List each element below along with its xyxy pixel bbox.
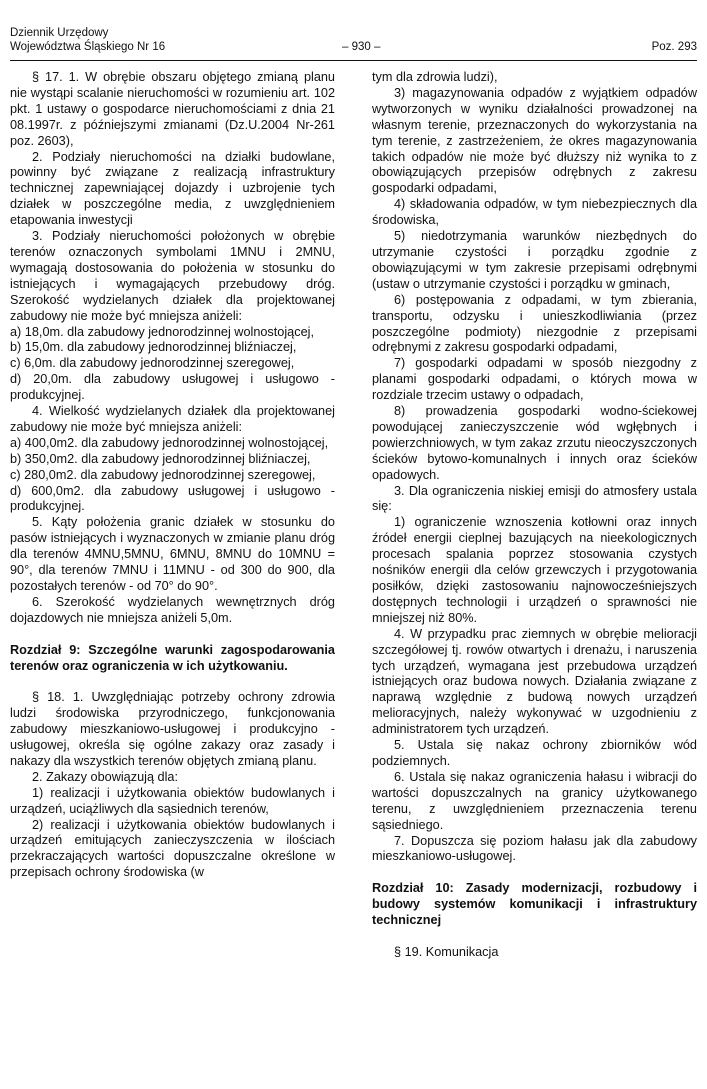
spacer: [10, 674, 335, 690]
paragraph: 3. Dla ograniczenia niskiej emisji do atmosfery ustala się:: [372, 483, 697, 514]
spacer: [10, 627, 335, 643]
header-divider: [10, 60, 697, 61]
list-item: b) 15,0m. dla zabudowy jednorodzinnej bliźniaczej,: [10, 340, 297, 355]
spacer: [372, 865, 697, 881]
spacer: [372, 929, 697, 945]
paragraph: 1) ograniczenie wznoszenia kotłowni oraz innych źródeł energii cieplnej bazujących na nieekologicznych procesach spalania poprzez stosowania czystych nośników energii dla celów grzewczych i przygotowania posiłków, dzięki zastosowaniu najnowocześniejszych dostępnych technologii i urządzeń o sprawności nie mniejszej niż 80%.: [372, 515, 697, 625]
paragraph: 4. W przypadku prac ziemnych w obrębie melioracji szczegółowej tj. rowów otwartych i drenażu, i naruszenia tych urządzeń, wymagana jest przebudowa urządzeń istniejących oraz budowa nowych. Działania związane z naprawą względnie z budową nowych urządzeń melioracyjnych, należy wykonywać w uzgodnieniu z administratorem tych urządzeń.: [372, 626, 697, 737]
list-item: a) 18,0m. dla zabudowy jednorodzinnej wolnostojącej,: [10, 324, 314, 339]
list-item: c) 6,0m. dla zabudowy jednorodzinnej szeregowej,: [10, 356, 295, 371]
paragraph: 2) realizacji i użytkowania obiektów budowlanych i urządzeń emitujących zanieczyszczenia w ilościach przekraczających wartości dopuszczalne określone w przepisach ochrony środowiska (w: [10, 817, 335, 880]
chapter-heading: Rozdział 10: Zasady modernizacji, rozbudowy i budowy systemów komunikacji i infrastruktury technicznej: [372, 881, 697, 928]
paragraph: 5. Ustala się nakaz ochrony zbiorników wód podziemnych.: [372, 738, 697, 768]
paragraph-continuation: tym dla zdrowia ludzi),: [372, 70, 498, 84]
paragraph: 6. Ustala się nakaz ograniczenia hałasu i wibracji do wartości dopuszczalnych na granicy użytkowanego terenu, z uwzględnieniem przeznaczenia terenu sąsiedniego.: [372, 769, 697, 832]
paragraph: 1) realizacji i użytkowania obiektów budowlanych i urządzeń, uciążliwych dla sąsiednich terenów,: [10, 785, 335, 816]
journal-issue: Województwa Śląskiego Nr 16: [10, 41, 166, 53]
right-column: [372, 70, 697, 961]
paragraph: § 17. 1. W obrębie obszaru objętego zmianą planu nie wystąpi scalanie nieruchomości w rozumieniu art. 102 pkt. 1 ustawy o gospodarce nieruchomościami z dnia 21 08.1997r. z późniejszymi zmianami (Dz.U.2004 Nr-261 poz. 2603),: [10, 70, 335, 148]
paragraph: § 19. Komunikacja: [394, 944, 499, 959]
journal-name: Dziennik Urzędowy: [10, 27, 109, 39]
list-item: b) 350,0m2. dla zabudowy jednorodzinnej bliźniaczej,: [10, 451, 311, 466]
paragraph: 7. Dopuszcza się poziom hałasu jak dla zabudowy mieszkaniowo-usługowej.: [372, 833, 697, 864]
paragraph: 2. Podziały nieruchomości na działki budowlane, powinny być związane z realizacją infrastruktury technicznej zapewniającej dojazdy i uzbrojenie tych działek w poszczególne media, z uwzględnieniem etapowania inwestycji: [10, 149, 335, 228]
journal-title: [10, 26, 165, 54]
paragraph: 4. Wielkość wydzielanych działek dla projektowanej zabudowy nie może być mniejsza aniżeli:: [10, 404, 335, 434]
chapter-heading: Rozdział 9: Szczególne warunki zagospodarowania terenów oraz ograniczenia w ich użytkowaniu.: [10, 642, 335, 673]
paragraph: 8) prowadzenia gospodarki wodno-ściekowej powodującej zanieczyszczenie wód wgłębnych i powierzchniowych, w tym zakaz zrzutu nieoczyszczonych ścieków bytowo-komunalnych i innych oraz ścieków opadowych.: [372, 404, 697, 482]
paragraph: § 18. 1. Uwzględniając potrzeby ochrony zdrowia ludzi środowiska przyrodniczego, funkcjonowania zabudowy mieszkaniowo-usługowej i produkcyjno - usługowej, określa się ogólne zakazy oraz zasady i nakazy dla wszystkich terenów objętych zmianą planu.: [10, 690, 335, 768]
paragraph: 5) niedotrzymania warunków niezbędnych do utrzymanie czystości i porządku zgodnie z obowiązującymi w tym zakresie przepisami odrębnymi (ustaw o utrzymanie czystości i porządku w gminach,: [372, 229, 697, 291]
paragraph: 7) gospodarki odpadami w sposób niezgodny z planami gospodarki odpadami, o których mowa w rozdziale trzecim ustawy o odpadach,: [372, 356, 697, 403]
paragraph: 6) postępowania z odpadami, w tym zbierania, transportu, odzysku i unieszkodliwiania (przez poszczególne podmioty) niezgodnie z przepisami odrębnymi z zakresu gospodarki odpadami,: [372, 292, 697, 355]
left-column: [10, 70, 335, 881]
paragraph: 4) składowania odpadów, w tym niebezpiecznych dla środowiska,: [372, 197, 697, 228]
list-item: d) 20,0m. dla zabudowy usługowej i usługowo - produkcyjnej.: [10, 372, 335, 403]
list-item: d) 600,0m2. dla zabudowy usługowej i usługowo - produkcyjnej.: [10, 483, 335, 514]
paragraph: 3. Podziały nieruchomości położonych w obrębie terenów oznaczonych symbolami 1MNU i 2MNU, wymagają dostosowania do położenia w stosunku do istniejących i wymagających przebudowy dróg. Szerokość wydzielanych działek dla projektowanej zabudowy nie może być mniejsza aniżeli:: [10, 229, 335, 323]
position-number: Poz. 293: [651, 41, 697, 53]
list-item: a) 400,0m2. dla zabudowy jednorodzinnej wolnostojącej,: [10, 435, 329, 450]
paragraph: 2. Zakazy obowiązują dla:: [32, 769, 178, 784]
list-item: c) 280,0m2. dla zabudowy jednorodzinnej szeregowej,: [10, 467, 316, 482]
paragraph: 3) magazynowania odpadów z wyjątkiem odpadów wytworzonych w wyniku działalności prowadzonej na własnym terenie, przeznaczonych do wykorzystania na tym terenie, z zastrzeżeniem, że okres magazynowania takich odpadów nie może być dłuższy niż wynika to z obowiązujących przepisów odrębnych z zakresu gospodarki odpadami,: [372, 85, 697, 196]
page-number: – 930 –: [342, 41, 381, 53]
paragraph: 5. Kąty położenia granic działek w stosunku do pasów istniejących i wyznaczonych w zmianie planu dróg dla terenów 4MNU,5MNU, 6MNU, 8MNU do 10MNU = 90°, dla terenów 7MNU i 11MNU - od 300 do 900, dla pozostałych terenów - od 70° do 90°.: [10, 515, 335, 593]
paragraph: 6. Szerokość wydzielanych wewnętrznych dróg dojazdowych nie mniejsza aniżeli 5,0m.: [10, 594, 335, 625]
page-header: [10, 26, 697, 58]
